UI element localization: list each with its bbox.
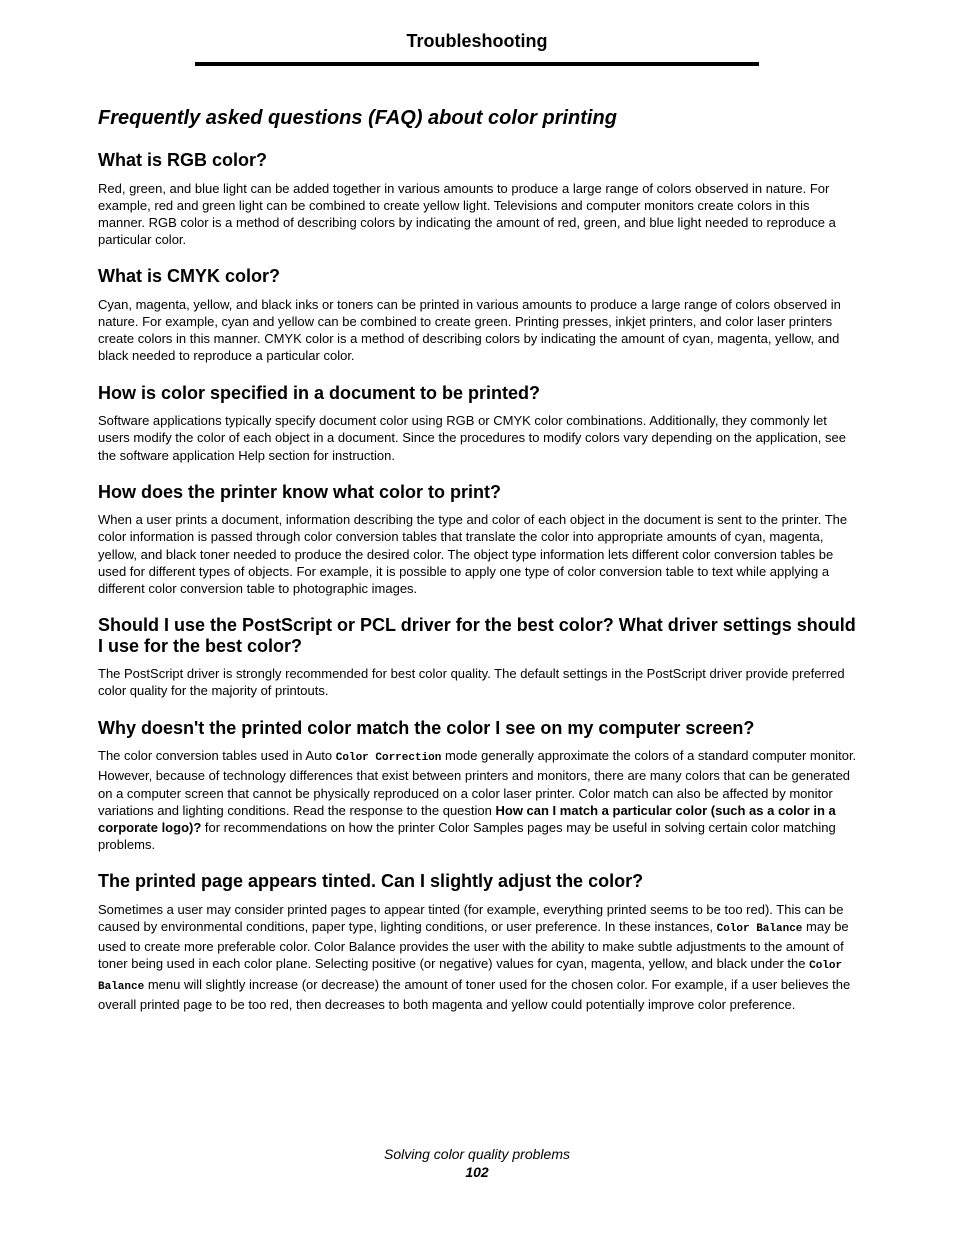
para-text: for recommendations on how the printer Color Samples pages may be useful in solving certain color matching problems. (98, 819, 836, 853)
header-title: Troubleshooting (406, 31, 548, 51)
heading-rgb-color: What is RGB color? (98, 150, 268, 170)
para-cmyk-color: Cyan, magenta, yellow, and black inks or toners can be printed in various amounts to produce a large range of colors observed in nature. For example, cyan and yellow can be combined to create green. Printing presses, inkjet printers, and color laser printers create colors in this manner. CMYK color is a method of describing colors by indicating the amount of cyan, magenta, yellow, and black needed to reproduce a particular color. (98, 296, 841, 364)
para-postscript-pcl-driver: The PostScript driver is strongly recommended for best color quality. The default settings in the PostScript driver provide preferred color quality for the majority of printouts. (98, 666, 845, 699)
footer-section-title: Solving color quality problems (384, 1146, 570, 1162)
para-text: mode generally approximate the colors of a standard computer monitor. However, because of technology differences that exist between printers and monitors, there are many colors that can be generated on a computer screen that cannot be physically reproduced on a color laser printer. Color match can also be affected by monitor variations and lighting conditions. Read the response to the question (98, 748, 857, 818)
para-printer-know-color: When a user prints a document, information describing the type and color of each object in the document is sent to the printer. The color information is passed through color conversion tables that translate the color into appropriate amounts of cyan, magenta, yellow, and black toner needed to produce the desired color. The object type information lets different color conversion tables be used for different types of objects. For example, it is possible to apply one type of color conversion table to text while applying a different color conversion table to photographic images. (98, 512, 848, 597)
menu-item-color-balance: Color Balance (98, 960, 843, 993)
heading-printer-know-color: How does the printer know what color to print? (98, 481, 502, 502)
para-color-mismatch (98, 747, 858, 853)
page-header (195, 30, 759, 52)
para-text: may be used to create more preferable color. Color Balance provides the user with the ability to make subtle adjustments to the amount of toner being used in each color plane. Selecting positive (or negative) values for cyan, magenta, yellow, and black under the (98, 919, 849, 972)
menu-item-color-balance: Color Balance (716, 923, 803, 936)
para-tinted-page (98, 901, 858, 1013)
page-content (98, 105, 858, 1031)
header-rule (195, 62, 759, 66)
page-number: 102 (465, 1164, 489, 1180)
para-text: menu will slightly increase (or decrease) the amount of toner used for the chosen color. For example, if a user believes the overall printed page to be too red, then decreases to both magenta and yellow could potentially improve color preference. (98, 976, 851, 1012)
para-color-specified: Software applications typically specify document color using RGB or CMYK color combinations. Additionally, they commonly let users modify the color of each object in a document. Since the procedures to modify colors vary depending on the application, see the software application Help section for instruction. (98, 413, 846, 463)
cross-reference-question: How can I match a particular color (such as a color in a corporate logo)? (98, 802, 836, 835)
page-footer (195, 1145, 759, 1181)
para-text: Sometimes a user may consider printed pages to appear tinted (for example, everything printed seems to be too red). This can be caused by environmental conditions, paper type, lighting conditions, or user preference. In these instances, (98, 901, 844, 935)
heading-tinted-page: The printed page appears tinted. Can I slightly adjust the color? (98, 871, 644, 892)
para-text: The color conversion tables used in Auto (98, 748, 336, 764)
heading-postscript-pcl-driver: Should I use the PostScript or PCL driver for the best color? What driver settings should I use for the best color? (98, 615, 856, 656)
menu-item-color-correction: Color Correction (335, 752, 442, 765)
heading-color-mismatch: Why doesn't the printed color match the color I see on my computer screen? (98, 717, 755, 738)
para-rgb-color: Red, green, and blue light can be added together in various amounts to produce a large range of colors observed in nature. For example, red and green light can be combined to create yellow light. Televisions and computer monitors create colors in this manner. RGB color is a method of describing colors by indicating the amount of red, green, and blue light needed to reproduce a particular color. (98, 180, 836, 248)
heading-cmyk-color: What is CMYK color? (98, 266, 281, 287)
faq-title: Frequently asked questions (FAQ) about color printing (98, 107, 617, 129)
heading-color-specified: How is color specified in a document to be printed? (98, 382, 541, 403)
